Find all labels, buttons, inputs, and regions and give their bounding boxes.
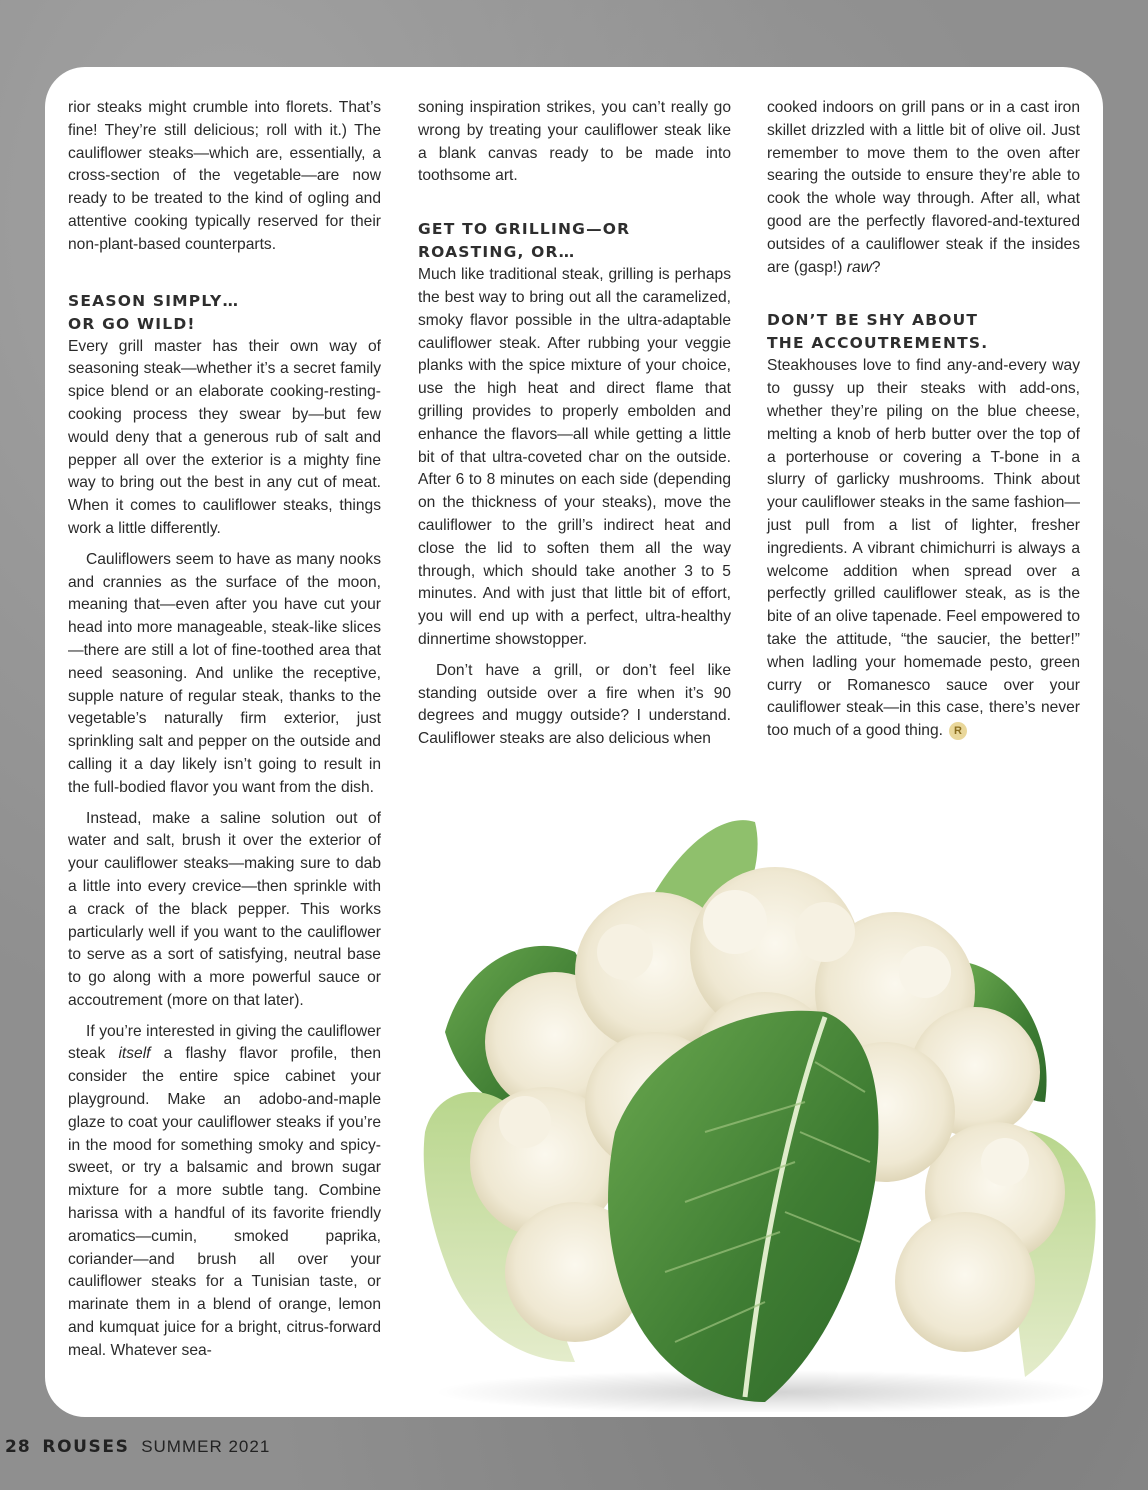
paragraph: Much like traditional steak, grilling is perhaps the best way to bring out all the caramelized, smoky flavor possible in the ultra-adaptable cauliflower steak. After rubbing your veggie planks with the spice mixture of your choice, use the high heat and direct flame that grilling provides to properly embolden and enhance the flavors—all while getting a little bit of that ultra-coveted char on the outside. After 6 to 8 minutes on each side (depending on the thickness of your steaks), move the cauliflower to the grill’s indirect heat and close the lid to soften them all the way through, which should take another 3 to 5 minutes. And with just that little bit of effort, you will end up with a perfect, ultra-healthy dinnertime showstopper. <box>418 266 731 648</box>
column-1 <box>68 97 381 1363</box>
page-number: 28 <box>5 1437 31 1457</box>
article-card <box>45 67 1103 1417</box>
section-heading: DON’T BE SHY ABOUT THE ACCOUTREMENTS. <box>767 311 989 353</box>
magazine-brand: ROUSES <box>42 1437 130 1457</box>
column-2 <box>418 97 731 751</box>
column-3 <box>767 97 1080 743</box>
section-heading: SEASON SIMPLY… OR GO WILD! <box>68 291 240 333</box>
cauliflower-photo <box>405 802 1103 1412</box>
paragraph: Instead, make a saline solution out of water and salt, brush it over the exterior of your cauliflower steaks—making sure to dab a little into every crevice—then sprinkle with a crack of the black pepper. This works particularly well if you want to the cauliflower to serve as a sort of satisfying, neutral base to go along with a more powerful sauce or accoutrement (more on that later). <box>68 809 381 1009</box>
paragraph: Steakhouses love to find any-and-every way to gussy up their steaks with add-ons, whether they’re piling on the blue cheese, melting a knob of herb butter over the top of a porterhouse or covering a T-bone in a slurry of garlicky mushrooms. Think about your cauliflower steaks in the same fashion—just pull from a list of lighter, fresher ingredients. A vibrant chimichurri is always a welcome addition when spread over a perfectly grilled cauliflower steak, as is the bite of an olive tapenade. Feel empowered to take the attitude, “the saucier, the better!” when ladling your homemade pesto, green curry or Romanesco sauce over your cauliflower steak—in this case, there’s never too much of a good thing. R <box>767 357 1080 740</box>
paragraph: If you’re interested in giving the cauliflower steak itself a flashy flavor profile, then consider the entire spice cabinet your playground. Make an adobo-and-maple glaze to coat your cauliflower steaks if you’re in the mood for something smoky and spicy-sweet, or try a balsamic and brown sugar mixture for a more subtle tang. Combine harissa with a handful of its favorite friendly aromatics—cumin, smoked paprika, coriander—and brush all over your cauliflower steaks for a Tunisian taste, or marinate them in a blend of orange, lemon and kumquat juice for a bright, citrus-forward meal. Whatever sea- <box>68 1022 381 1359</box>
paragraph: soning inspiration strikes, you can’t really go wrong by treating your cauliflower steak like a blank canvas ready to be made into toothsome art. <box>418 99 731 185</box>
section-heading: GET TO GRILLING—OR ROASTING, OR… <box>418 220 631 262</box>
paragraph: Cauliflowers seem to have as many nooks and crannies as the surface of the moon, meaning that—even after you have cut your head into more manageable, steak-like slices—there are still a lot of fine-toothed area that need seasoning. And unlike the receptive, supple nature of regular steak, thanks to the vegetable’s naturally firm exterior, just sprinkling salt and pepper on the outside and calling it a day likely isn’t going to result in the full-bodied flavor you want from the dish. <box>68 550 381 796</box>
page-footer <box>5 1437 270 1457</box>
rouses-logo-icon: R <box>949 722 967 740</box>
paragraph: cooked indoors on grill pans or in a cast iron skillet drizzled with a little bit of olive oil. Just remember to move them to the oven after searing the outside to ensure they’re able to cook the whole way through. After all, what good are the perfectly flavored-and-textured outsides of a cauliflower steak if the insides are (gasp!) raw? <box>767 99 1080 276</box>
issue-label: SUMMER 2021 <box>141 1437 271 1456</box>
paragraph: Every grill master has their own way of seasoning steak—whether it’s a secret family spice blend or an elaborate cooking-resting-cooking process they swear by—but few would deny that a generous rub of salt and pepper all over the exterior is a mighty fine way to bring out the best in any cut of meat. When it comes to cauliflower steaks, things work a little differently. <box>68 337 381 537</box>
paragraph: rior steaks might crumble into florets. That’s fine! They’re still delicious; roll with it.) The cauliflower steaks—which are, essentially, a cross-section of the vegetable—are now ready to be treated to the kind of ogling and attentive cooking typically reserved for their non-plant-based counterparts. <box>68 99 381 253</box>
paragraph: Don’t have a grill, or don’t feel like standing outside over a fire when it’s 90 degrees and muggy outside? I understand. Cauliflower steaks are also delicious when <box>418 661 731 748</box>
